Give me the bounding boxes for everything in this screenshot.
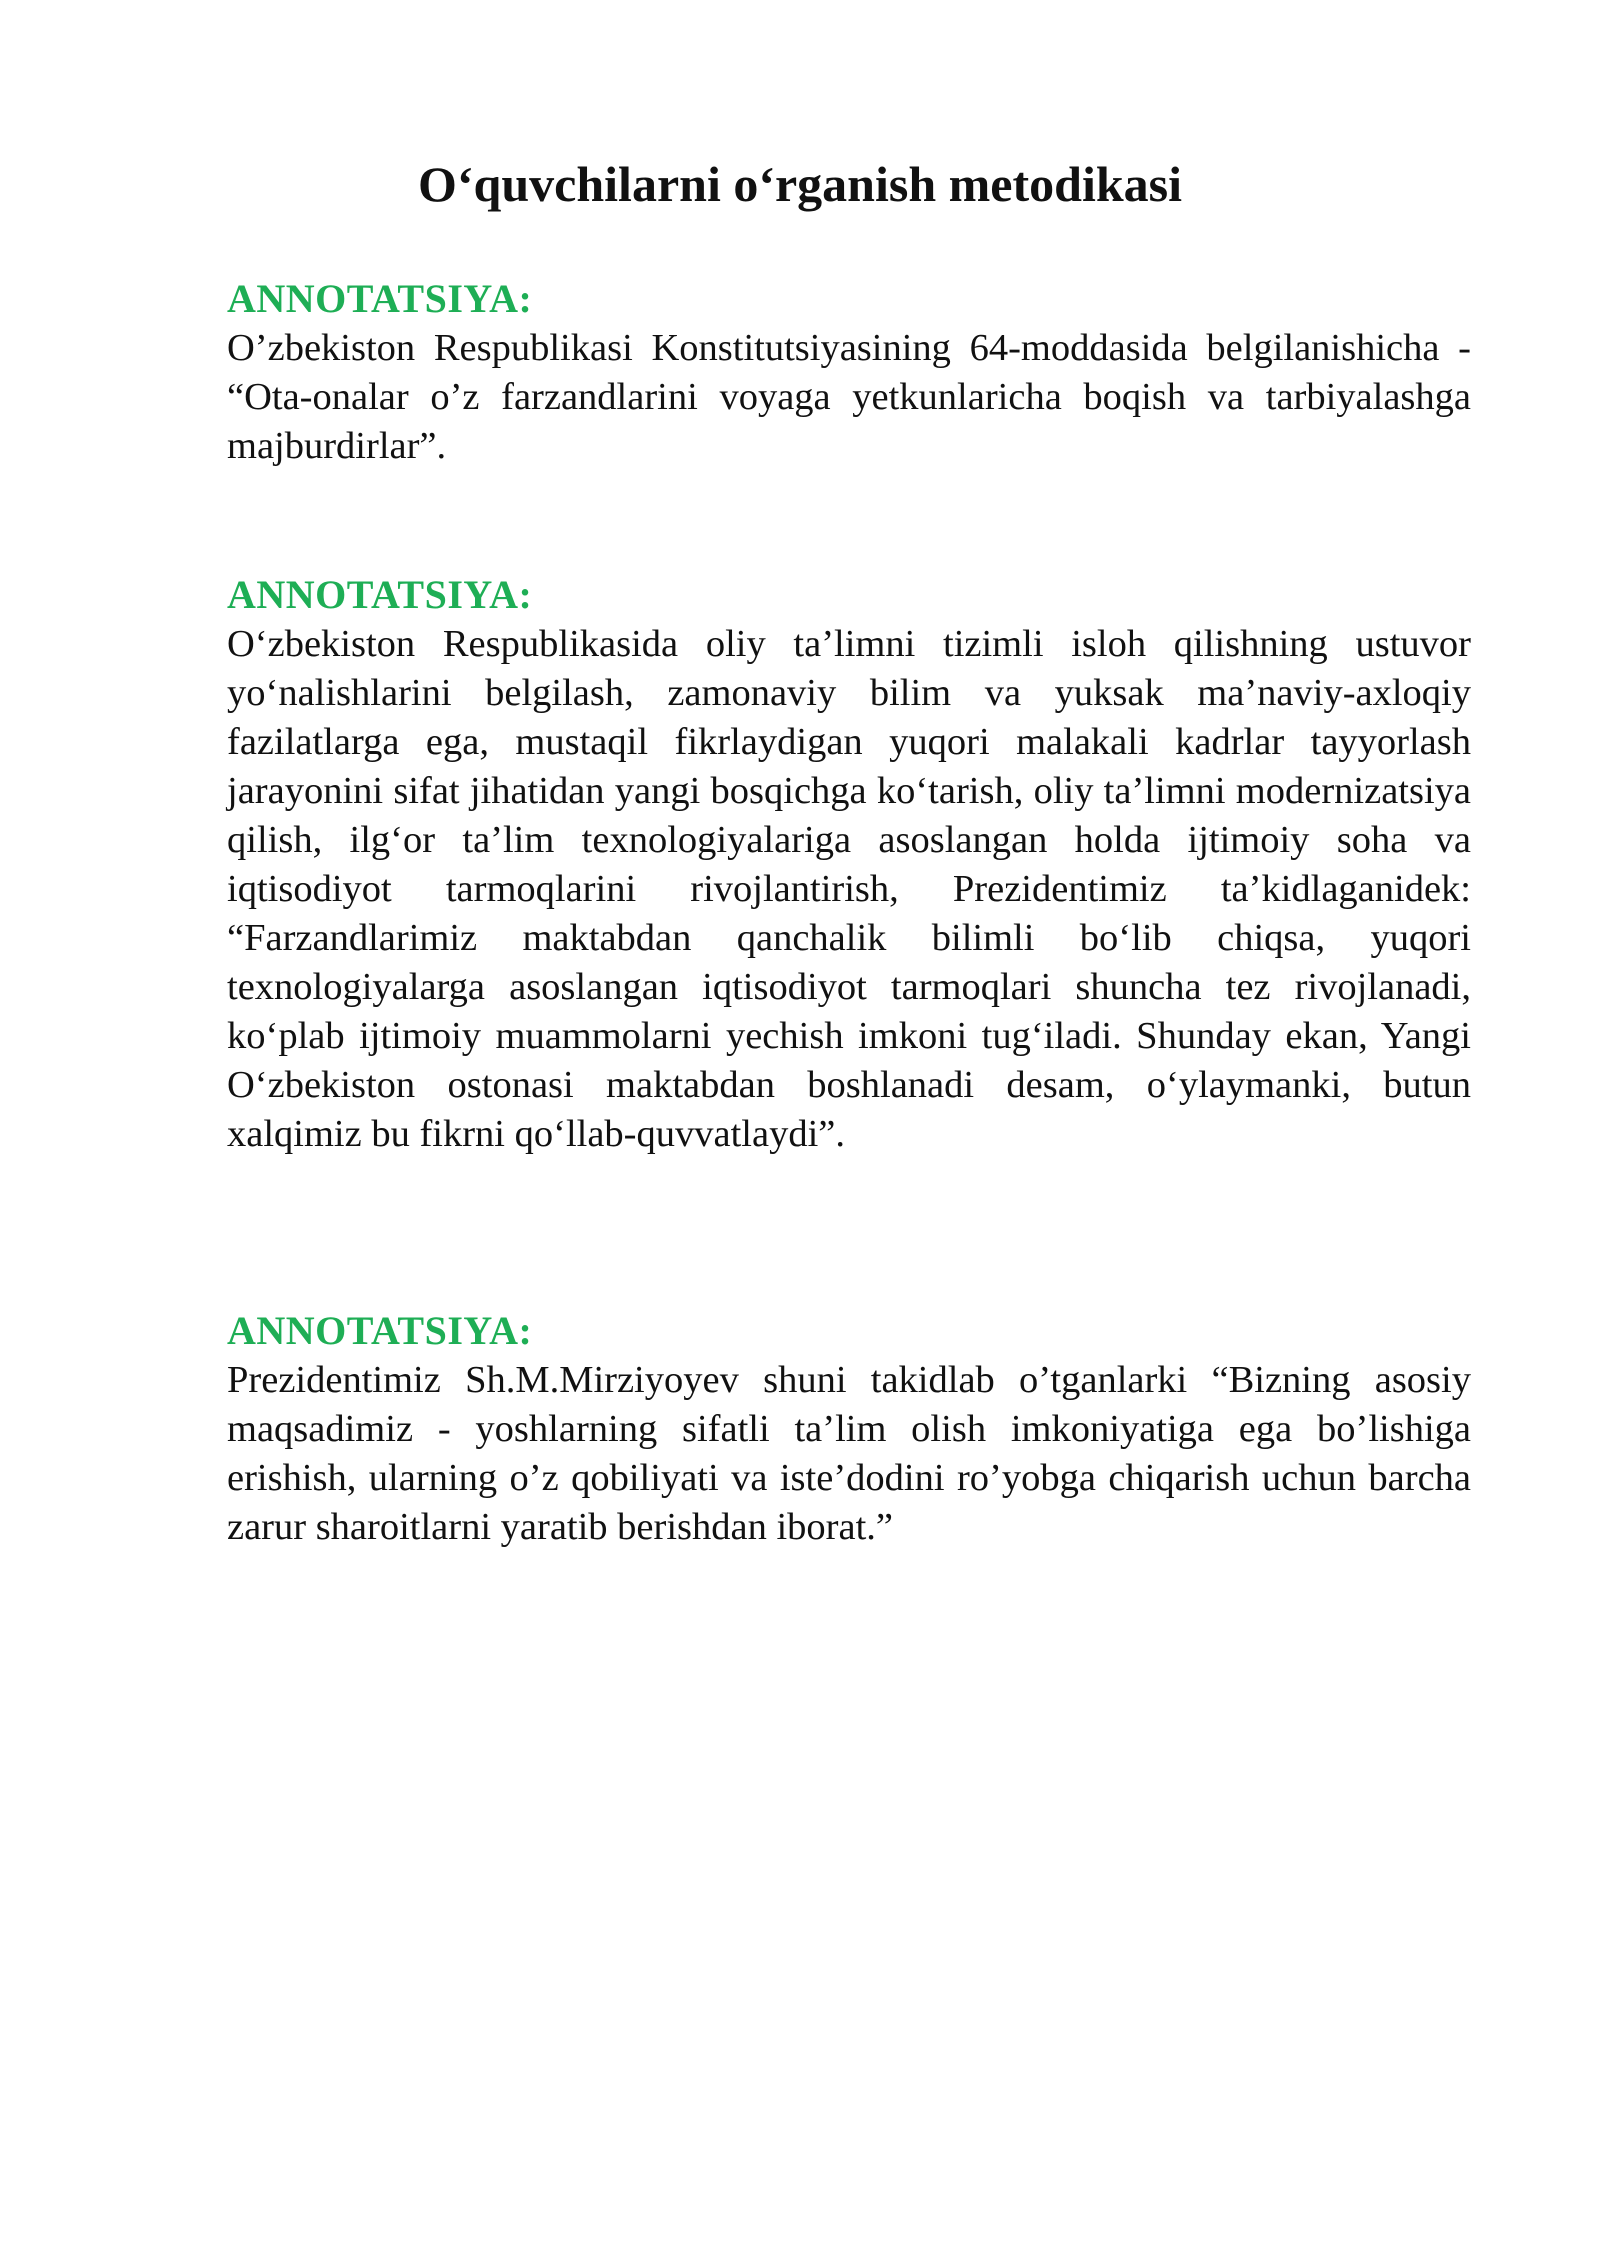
annotation-label: ANNOTATSIYA: xyxy=(227,572,533,617)
annotation-section-1 xyxy=(227,274,1471,471)
annotation-text: Prezidentimiz Sh.M.Mirziyoyev shuni takidlab o’tganlarki “Bizning asosiy maqsadimiz - yoshlarning sifatli ta’lim olish imkoniyatiga ega bo’lishiga erishish, ularning o’z qobiliyati va iste’dodini ro’yobga chiqarish uchun barcha zarur sharoitlarni yaratib berishdan iborat.” xyxy=(227,1359,1471,1548)
annotation-label: ANNOTATSIYA: xyxy=(227,1308,533,1353)
annotation-section-2 xyxy=(227,570,1471,1159)
page-title: O‘quvchilarni o‘rganish metodikasi xyxy=(418,156,1182,212)
annotation-text: O‘zbekiston Respublikasida oliy ta’limni tizimli isloh qilishning ustuvor yo‘nalishlarini belgilash, zamonaviy bilim va yuksak ma’naviy-axloqiy fazilatlarga ega, mustaqil fikrlaydigan yuqori malakali kadrlar tayyorlash jarayonini sifat jihatidan yangi bosqichga ko‘tarish, oliy ta’limni modernizatsiya qilish, ilg‘or ta’lim texnologiyalariga asoslangan holda ijtimoiy soha va iqtisodiyot tarmoqlarini rivojlantirish, Prezidentimiz ta’kidlaganidek: “Farzandlarimiz maktabdan qanchalik bilimli bo‘lib chiqsa, yuqori texnologiyalarga asoslangan iqtisodiyot tarmoqlari shuncha tez rivojlanadi, ko‘plab ijtimoiy muammolarni yechish imkoni tug‘iladi. Shunday ekan, Yangi O‘zbekiston ostonasi maktabdan boshlanadi desam, o‘ylaymanki, butun xalqimiz bu fikrni qo‘llab-quvvatlaydi”. xyxy=(227,623,1471,1155)
annotation-section-3 xyxy=(227,1306,1471,1552)
annotation-label: ANNOTATSIYA: xyxy=(227,276,533,321)
annotation-text: O’zbekiston Respublikasi Konstitutsiyasining 64-moddasida belgilanishicha - “Ota-onalar o’z farzandlarini voyaga yetkunlaricha boqish va tarbiyalashga majburdirlar”. xyxy=(227,327,1471,467)
